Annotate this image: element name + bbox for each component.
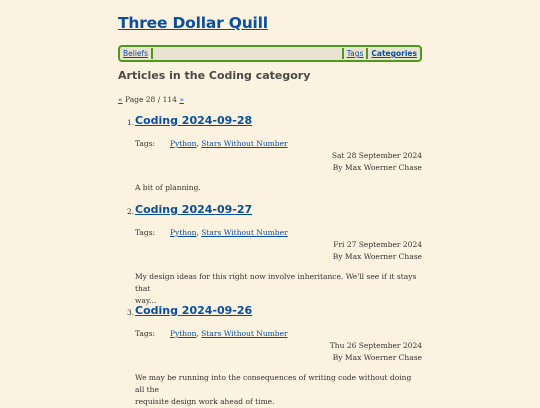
tag-link[interactable]: Stars Without Number: [201, 329, 288, 338]
tags-label: Tags:: [135, 228, 156, 237]
article-summary: My design ideas for this right now involve inheritance. We'll see if it stays that way...: [135, 272, 417, 305]
article-number: 2.: [127, 207, 135, 216]
nav-bar: [118, 45, 422, 62]
tag-link[interactable]: Stars Without Number: [201, 228, 288, 237]
tag-link[interactable]: Python: [170, 139, 197, 148]
section-title: Articles in the Coding category: [118, 69, 311, 82]
article-title-link[interactable]: Coding 2024-09-28: [135, 114, 253, 127]
article-title-link[interactable]: Coding 2024-09-27: [135, 203, 253, 216]
tags-label: Tags:: [135, 329, 156, 338]
article-title-link[interactable]: Coding 2024-09-26: [135, 304, 253, 317]
site-title-link[interactable]: Three Dollar Quill: [118, 14, 268, 32]
nav-spacer: [153, 48, 342, 59]
pager-next-link[interactable]: »: [179, 95, 184, 104]
article-date: Fri 27 September 2024: [333, 240, 422, 249]
article-author: By Max Woerner Chase: [332, 353, 422, 362]
tag-link[interactable]: Python: [170, 228, 197, 237]
tags-label: Tags:: [135, 139, 156, 148]
article-summary: A bit of planning.: [135, 183, 201, 192]
article-date: Sat 28 September 2024: [331, 151, 422, 160]
article-author: By Max Woerner Chase: [332, 252, 422, 261]
article-number: 3.: [127, 308, 135, 317]
article-tags: Tags: Python, Stars Without Number: [135, 329, 288, 338]
tag-link[interactable]: Stars Without Number: [201, 139, 288, 148]
article-tags: Tags: Python, Stars Without Number: [135, 228, 288, 237]
pager-text: Page 28 / 114: [124, 95, 177, 104]
article-number: 1.: [127, 118, 135, 127]
pager-prev-link[interactable]: «: [118, 95, 123, 104]
tag-link[interactable]: Python: [170, 329, 197, 338]
nav-beliefs-link[interactable]: Beliefs: [123, 49, 149, 58]
pager: [118, 95, 184, 104]
article-author: By Max Woerner Chase: [332, 163, 422, 172]
nav-categories-link[interactable]: Categories: [371, 49, 417, 58]
article-tags: Tags: Python, Stars Without Number: [135, 139, 288, 148]
article-date: Thu 26 September 2024: [329, 341, 422, 350]
nav-tags-link[interactable]: Tags: [346, 49, 364, 58]
article-summary: We may be running into the consequences of writing code without doing all the requisite design work ahead of time.: [135, 373, 412, 406]
